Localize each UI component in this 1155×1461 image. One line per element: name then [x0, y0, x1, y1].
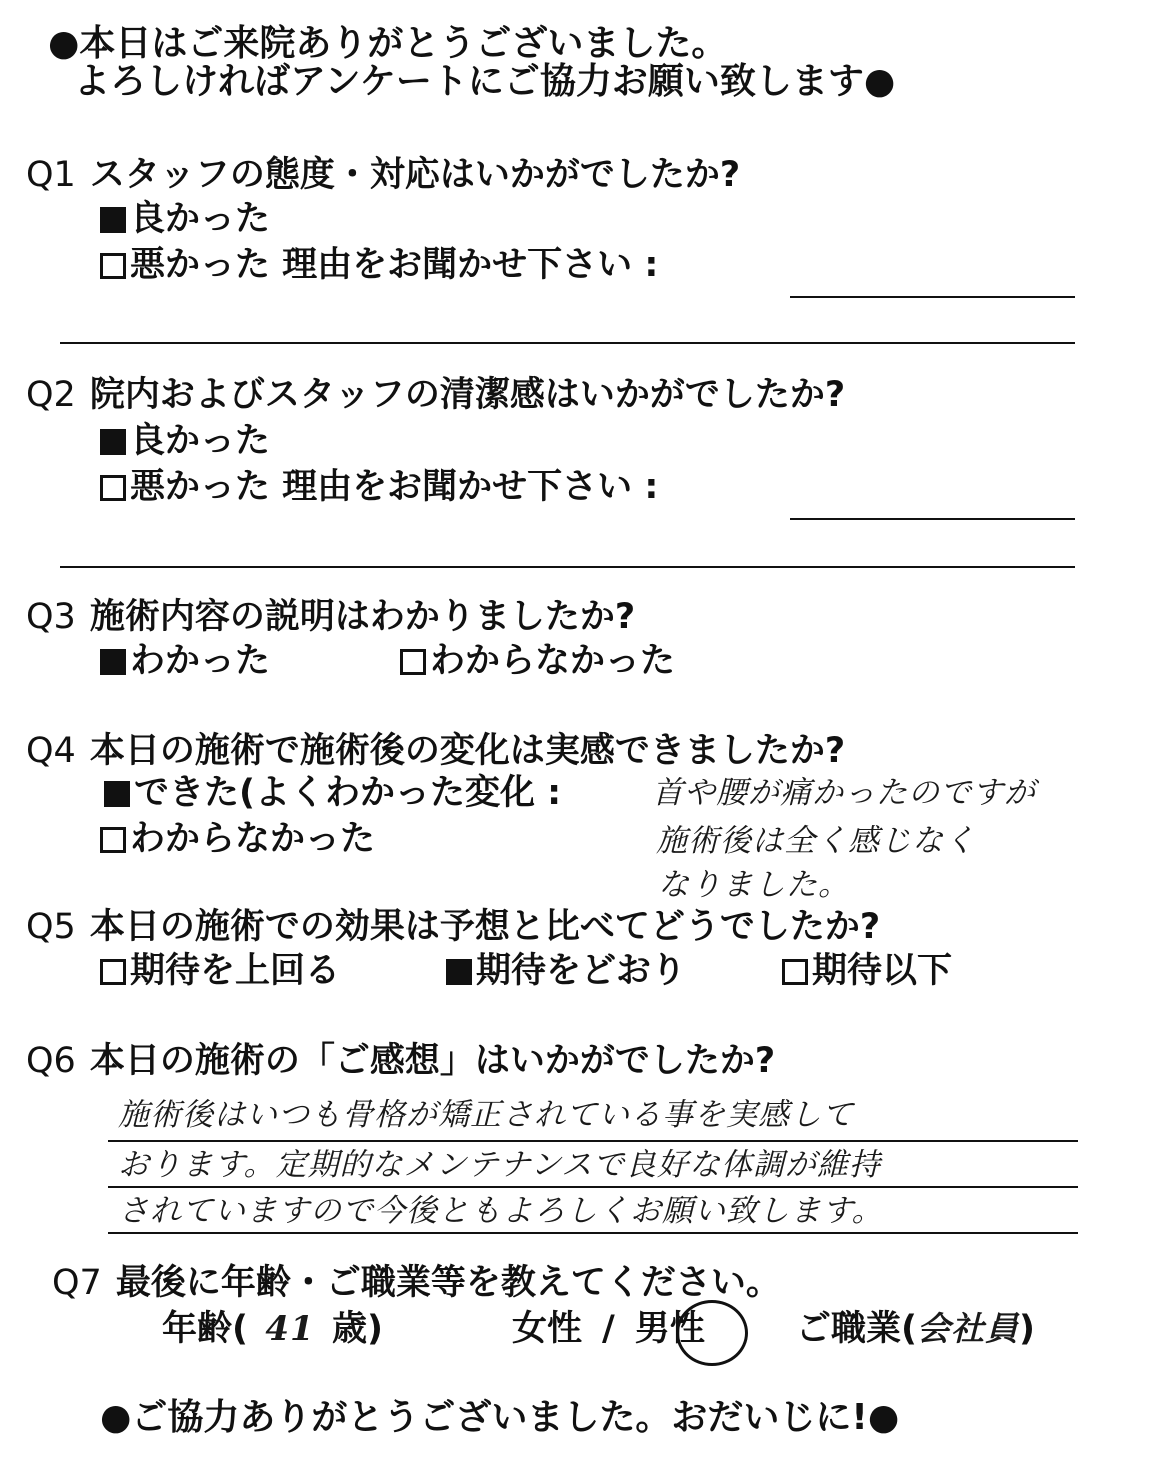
- q2-reason-line-1: [790, 518, 1075, 520]
- q4-no-label: わからなかった: [130, 819, 376, 859]
- q1-text: スタッフの態度・対応はいかがでしたか?: [89, 155, 741, 195]
- q7-age-value[interactable]: 41: [265, 1309, 315, 1349]
- q4-answer-line-1: 首や腰が痛かったのですが: [652, 775, 1036, 811]
- q3-no-checkbox[interactable]: [400, 649, 426, 675]
- q7-job: [796, 1309, 1035, 1349]
- q4-no-checkbox[interactable]: [100, 827, 126, 853]
- q3-no-label: わからなかった: [430, 641, 676, 681]
- q7-slash: /: [602, 1309, 615, 1349]
- q7-job-suffix: ): [1019, 1309, 1035, 1349]
- footer-message: ●ご協力ありがとうございました。おだいじに!●: [100, 1397, 900, 1438]
- q4-yes-label: できた(よくわかった変化 :: [134, 773, 562, 813]
- q5-option-below[interactable]: [782, 951, 953, 991]
- q1-good-label: 良かった: [130, 199, 271, 239]
- q4-answer-line-2: 施術後は全く感じなく: [656, 823, 976, 859]
- q2-good-checkbox[interactable]: [100, 429, 126, 455]
- q7-age-suffix: 歳): [332, 1309, 383, 1349]
- q4-option-no[interactable]: [100, 819, 376, 859]
- q3-text: 施術内容の説明はわかりましたか?: [89, 597, 636, 637]
- q6-answer-line-1: 施術後はいつも骨格が矯正されている事を実感して: [118, 1097, 854, 1133]
- q6-line-3: [108, 1232, 1078, 1234]
- q1-number: Q1: [26, 155, 76, 195]
- q7-text: 最後に年齢・ご職業等を教えてください。: [115, 1263, 781, 1303]
- q1-option-good[interactable]: [100, 199, 271, 239]
- q7-job-value[interactable]: 会社員: [917, 1309, 1019, 1348]
- q3-yes-checkbox[interactable]: [100, 649, 126, 675]
- q7-female-label[interactable]: 女性: [512, 1309, 583, 1349]
- q5-number: Q5: [26, 907, 76, 947]
- q2-good-label: 良かった: [130, 421, 271, 461]
- q6-number: Q6: [26, 1041, 76, 1081]
- header-line-2: よろしければアンケートにご協力お願い致します●: [74, 61, 896, 102]
- q1-bad-checkbox[interactable]: [100, 253, 126, 279]
- q4-number: Q4: [26, 731, 76, 771]
- q7-number: Q7: [52, 1263, 102, 1303]
- q1-reason-line-1: [790, 296, 1075, 298]
- q5-below-checkbox[interactable]: [782, 959, 808, 985]
- q7-male-selected-circle: [676, 1300, 748, 1366]
- q2-question: [26, 375, 846, 415]
- q1-option-bad[interactable]: [100, 245, 659, 285]
- q5-option-as[interactable]: [446, 951, 687, 991]
- q5-as-checkbox[interactable]: [446, 959, 472, 985]
- q2-option-bad[interactable]: [100, 467, 659, 507]
- q5-above-checkbox[interactable]: [100, 959, 126, 985]
- q7-age-label: 年齢(: [162, 1309, 248, 1349]
- q5-above-label: 期待を上回る: [130, 951, 341, 991]
- q1-reason-line-2: [60, 342, 1075, 344]
- q2-text: 院内およびスタッフの清潔感はいかがでしたか?: [89, 375, 846, 415]
- q5-option-above[interactable]: [100, 951, 341, 991]
- q6-answer-line-3: されていますので今後ともよろしくお願い致します。: [118, 1193, 884, 1229]
- q6-question: [26, 1041, 776, 1081]
- q4-option-yes[interactable]: [104, 773, 562, 813]
- q6-line-2: [108, 1186, 1078, 1188]
- q7-job-label: ご職業(: [796, 1309, 917, 1349]
- q2-bad-label: 悪かった 理由をお聞かせ下さい :: [130, 467, 659, 507]
- q3-option-no[interactable]: [400, 641, 676, 681]
- q2-number: Q2: [26, 375, 76, 415]
- q6-line-1: [108, 1140, 1078, 1142]
- q4-question: [26, 731, 846, 771]
- q4-text: 本日の施術で施術後の変化は実感できましたか?: [89, 731, 846, 771]
- q5-below-label: 期待以下: [812, 951, 953, 991]
- q1-bad-label: 悪かった 理由をお聞かせ下さい :: [130, 245, 659, 285]
- q5-question: [26, 907, 881, 947]
- q6-text: 本日の施術の「ご感想」はいかがでしたか?: [89, 1041, 776, 1081]
- q1-question: [26, 155, 741, 195]
- q7-question: [52, 1263, 781, 1303]
- q1-good-checkbox[interactable]: [100, 207, 126, 233]
- q2-option-good[interactable]: [100, 421, 271, 461]
- q7-male-label[interactable]: 男性: [634, 1309, 705, 1349]
- q5-text: 本日の施術での効果は予想と比べてどうでしたか?: [89, 907, 881, 947]
- q5-as-label: 期待をどおり: [476, 951, 687, 991]
- q4-answer-line-3: なりました。: [658, 867, 850, 903]
- q2-bad-checkbox[interactable]: [100, 475, 126, 501]
- header-line-1: ●本日はご来院ありがとうございました。: [48, 23, 728, 64]
- q3-question: [26, 597, 636, 637]
- q4-yes-checkbox[interactable]: [104, 781, 130, 807]
- q2-reason-line-2: [60, 566, 1075, 568]
- q3-yes-label: わかった: [130, 641, 271, 681]
- q7-age: [162, 1309, 383, 1349]
- q3-option-yes[interactable]: [100, 641, 271, 681]
- q3-number: Q3: [26, 597, 76, 637]
- q6-answer-line-2: おります。定期的なメンテナンスで良好な体調が維持: [118, 1147, 882, 1183]
